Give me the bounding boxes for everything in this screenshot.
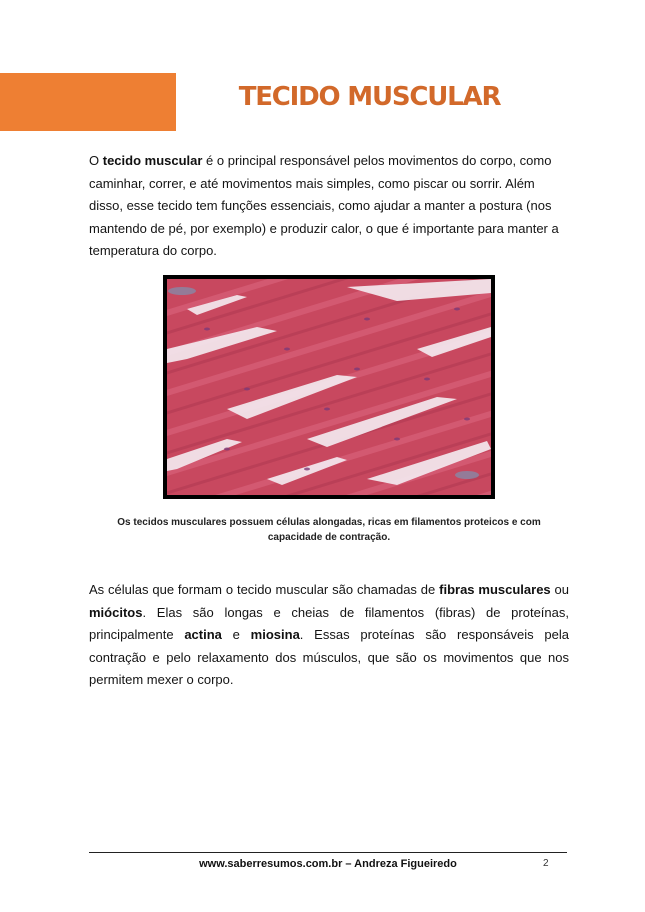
fibers-paragraph — [89, 579, 569, 692]
bold-term-miosina: miosina — [250, 627, 300, 642]
micrograph-illustration — [167, 279, 491, 495]
text-run: e — [221, 627, 251, 642]
bold-term-tecido-muscular: tecido muscular — [102, 153, 203, 168]
text-run: ou — [550, 582, 569, 597]
text-run: O — [89, 153, 103, 168]
muscle-tissue-micrograph — [163, 275, 495, 499]
figure-caption — [89, 515, 569, 545]
caption-line-2: capacidade de contração. — [267, 532, 391, 543]
caption-line-1: Os tecidos musculares possuem células alongadas, ricas em filamentos proteicos e com — [117, 517, 541, 528]
page-title: TECIDO MUSCULAR — [238, 82, 501, 112]
text-run: As células que formam o tecido muscular são chamadas de — [89, 582, 440, 597]
orange-header-bar — [0, 73, 176, 131]
bold-term-actina: actina — [184, 627, 222, 642]
text-run: . Essas proteínas são responsáveis pela contração e pelo relaxamento dos músculos, que são os movimentos que nos permitem mexer o corpo. — [89, 627, 569, 687]
text-run: é o principal responsável pelos movimentos do corpo, como caminhar, correr, e até movimentos mais simples, como piscar ou sorrir. Além disso, esse tecido tem funções essenciais, como ajudar a manter a postura (nos mantendo de pé, por exemplo) e produzir calor, o que é importante para manter a temperatura do corpo. — [89, 153, 559, 258]
page-number: 2 — [543, 858, 549, 869]
footer-credit: www.saberresumos.com.br – Andreza Figueiredo — [199, 858, 457, 870]
footer-divider — [89, 852, 567, 853]
intro-paragraph — [89, 150, 569, 263]
bold-term-miocitos: miócitos — [89, 604, 143, 620]
text-run: . Elas são longas e cheias de filamentos (fibras) de proteínas, principalmente — [89, 604, 569, 642]
bold-term-fibras-musculares: fibras musculares — [439, 582, 551, 597]
